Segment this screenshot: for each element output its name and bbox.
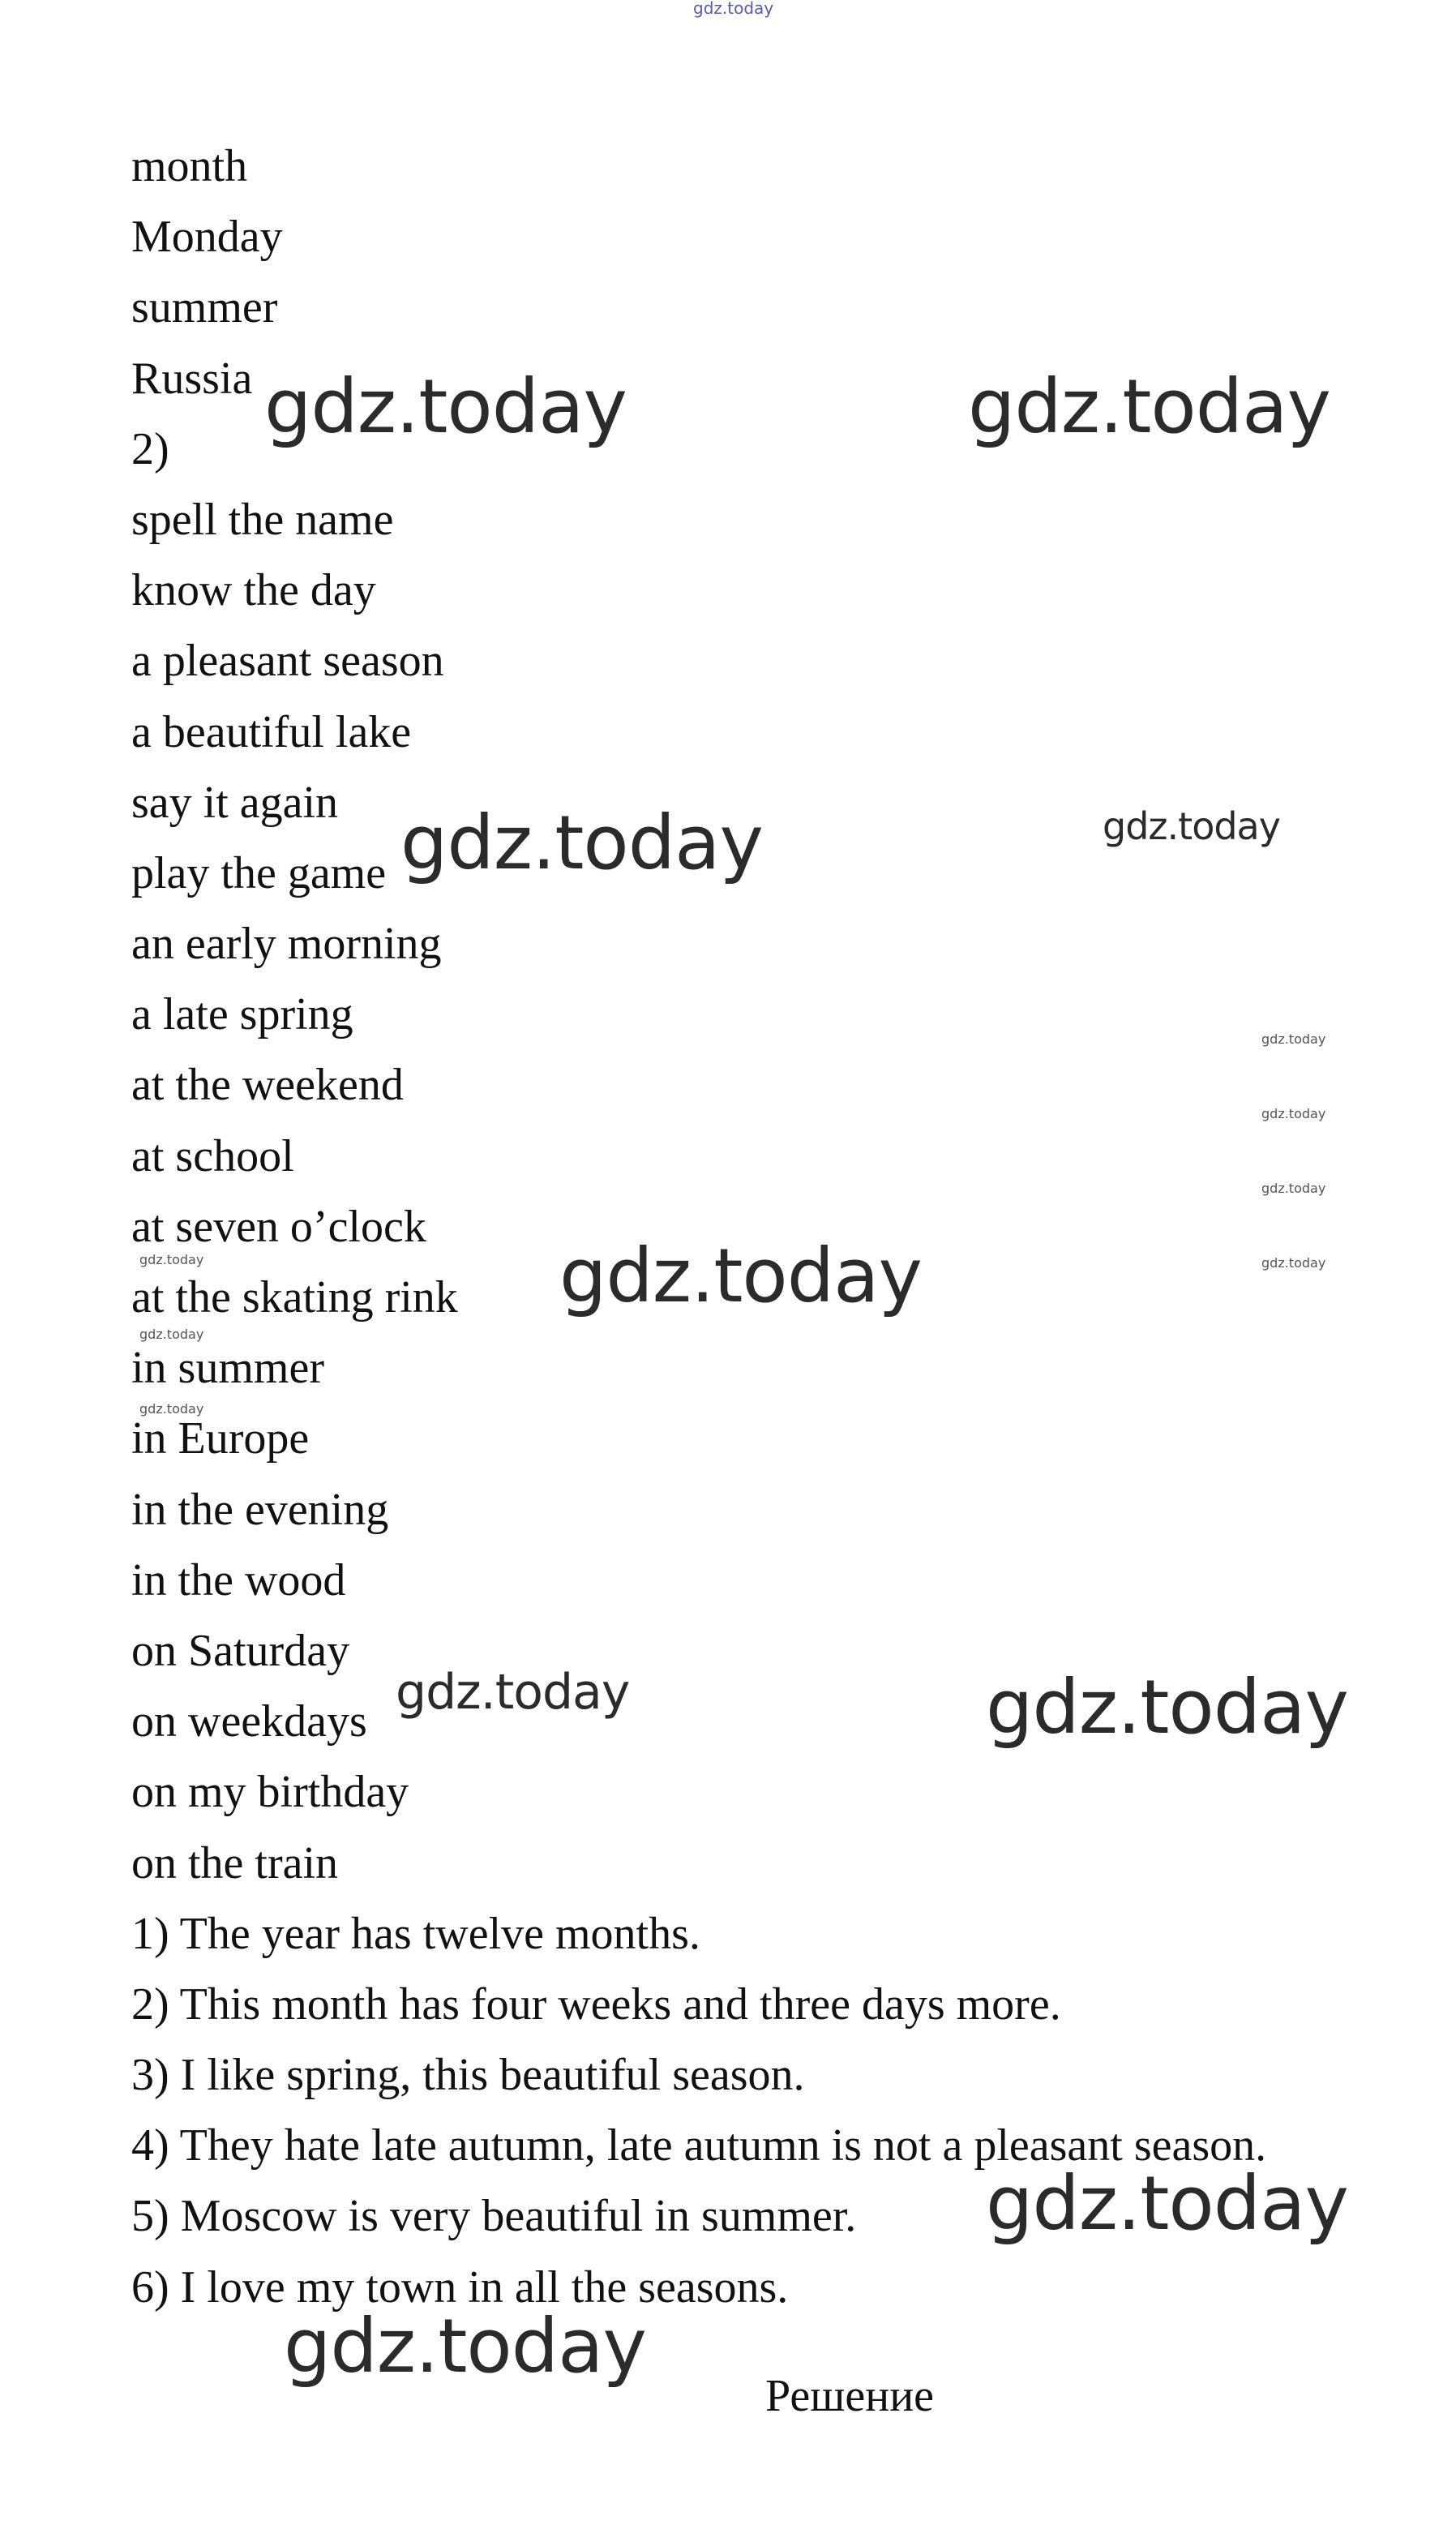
watermark: gdz.today	[1103, 804, 1280, 848]
watermark: gdz.today	[986, 1664, 1348, 1751]
watermark-small: gdz.today	[139, 1401, 204, 1417]
watermark: gdz.today	[559, 1232, 922, 1319]
watermark: gdz.today	[400, 799, 763, 886]
text-line: at school	[131, 1130, 294, 1181]
text-line: on my birthday	[131, 1767, 409, 1818]
solution-label: Решение	[764, 2371, 935, 2421]
text-line: on Saturday	[131, 1625, 350, 1676]
text-line: at the weekend	[131, 1060, 404, 1111]
text-line: 2) This month has four weeks and three days more.	[131, 1978, 1061, 2030]
text-line: in summer	[131, 1343, 324, 1394]
text-line: at seven o’clock	[131, 1201, 426, 1252]
text-line: spell the name	[131, 494, 394, 545]
watermark: gdz.today	[264, 363, 627, 450]
text-line: a beautiful lake	[131, 706, 412, 757]
text-line: in Europe	[131, 1413, 310, 1464]
text-line: play the game	[131, 847, 387, 898]
text-line: 4) They hate late autumn, late autumn is not a pleasant season.	[131, 2120, 1267, 2171]
text-line: month	[131, 141, 248, 191]
watermark: gdz.today	[396, 1664, 630, 1721]
text-line: 6) I love my town in all the seasons.	[131, 2261, 789, 2313]
watermark-small: gdz.today	[139, 1327, 204, 1342]
watermark-small: gdz.today	[139, 1252, 204, 1267]
watermark-top: gdz.today	[693, 0, 774, 18]
text-line: say it again	[131, 777, 339, 828]
text-line: Monday	[131, 212, 283, 263]
text-line: on the train	[131, 1837, 339, 1888]
watermark: gdz.today	[968, 363, 1330, 450]
text-line: Russia	[131, 353, 253, 404]
watermark-small: gdz.today	[1261, 1031, 1326, 1047]
watermark-small: gdz.today	[1261, 1106, 1326, 1121]
watermark: gdz.today	[284, 2303, 646, 2390]
text-line: 3) I like spring, this beautiful season.	[131, 2050, 805, 2101]
watermark-small: gdz.today	[1261, 1255, 1326, 1271]
text-line: a pleasant season	[131, 636, 444, 687]
text-line: on weekdays	[131, 1696, 367, 1747]
text-line: 1) The year has twelve months.	[131, 1908, 700, 1959]
text-line: summer	[131, 282, 278, 333]
exercise-lines	[131, 131, 1396, 2323]
watermark: gdz.today	[986, 2160, 1348, 2247]
text-line: know the day	[131, 565, 376, 616]
text-line: a late spring	[131, 989, 353, 1040]
text-line: in the evening	[131, 1484, 389, 1535]
text-line: an early morning	[131, 919, 442, 970]
text-line: at the skating rink	[131, 1272, 458, 1322]
text-line: 5) Moscow is very beautiful in summer.	[131, 2191, 857, 2242]
text-line: in the wood	[131, 1554, 346, 1605]
watermark-small: gdz.today	[1261, 1181, 1326, 1196]
text-line: 2)	[131, 423, 169, 474]
